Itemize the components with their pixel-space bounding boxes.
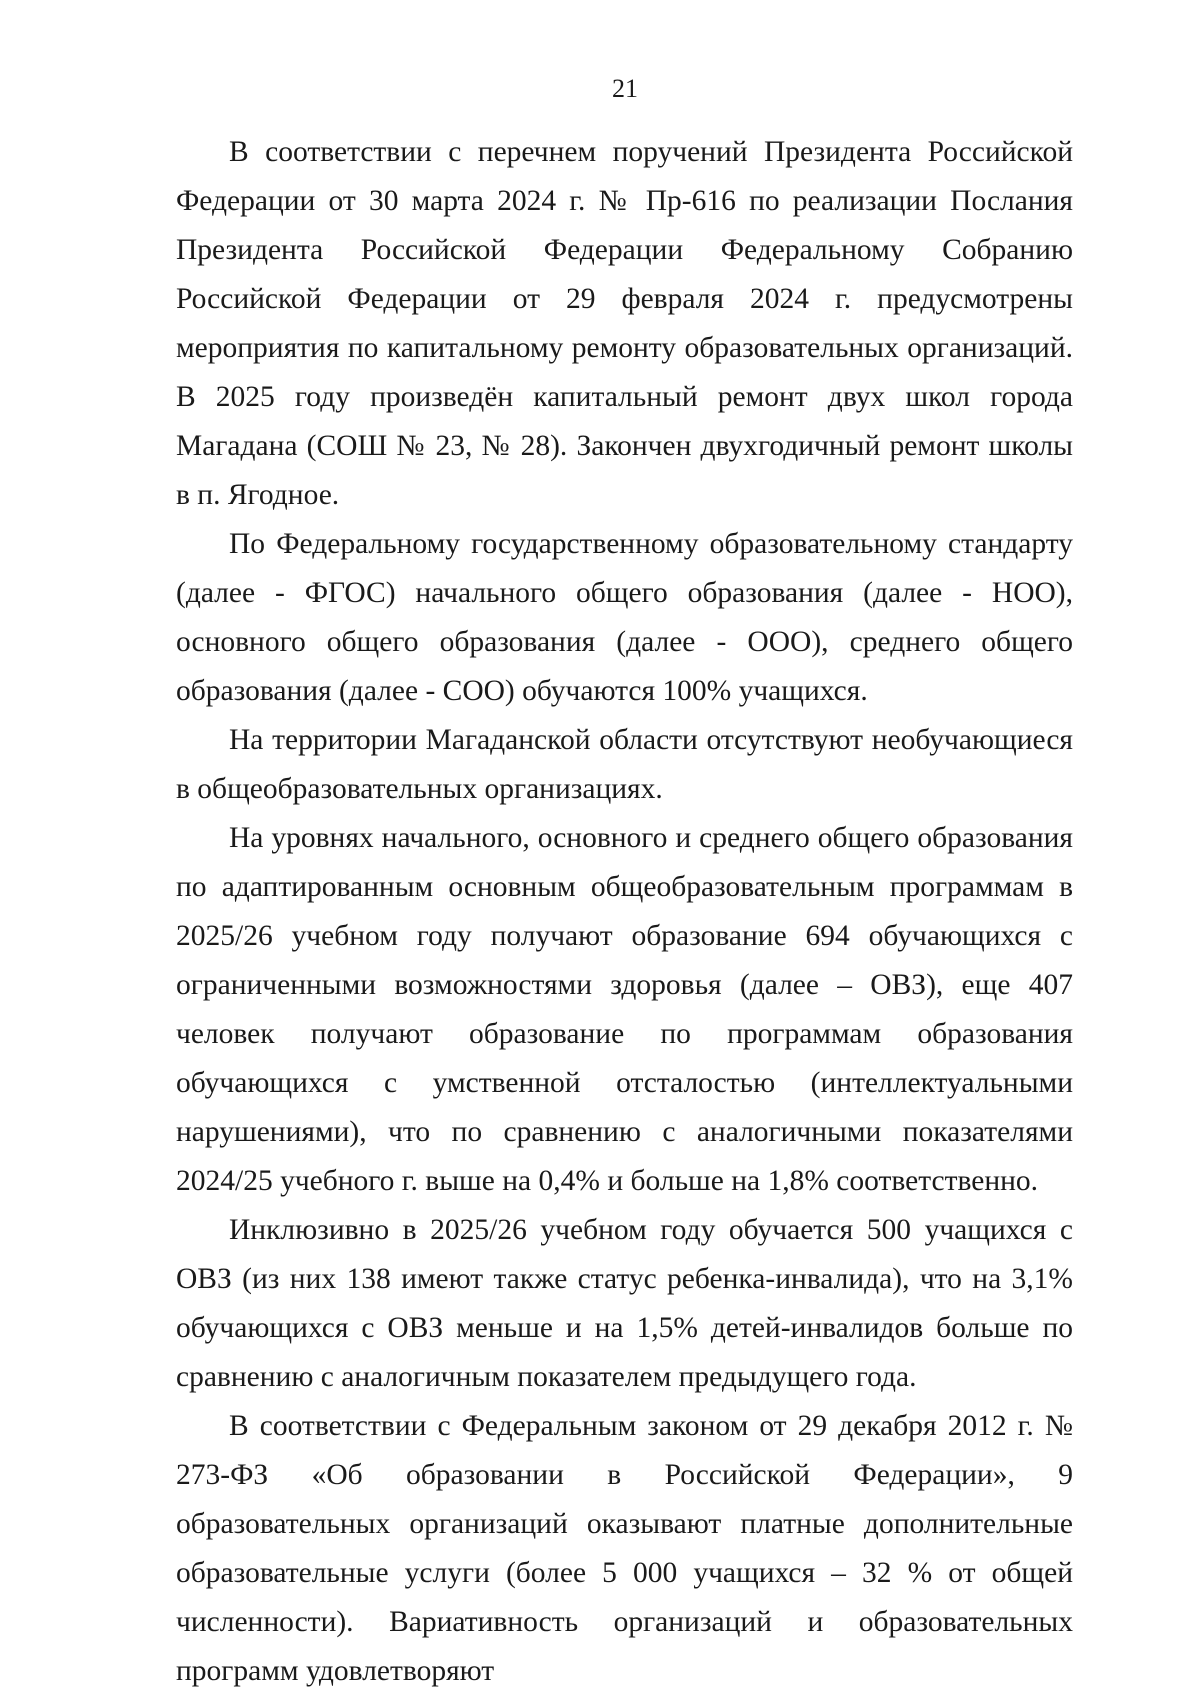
paragraph-capital-repair: В соответствии с перечнем поручений Президента Российской Федерации от 30 марта 2024 г. № Пр-616 по реализации Послания Президента Российской Федерации Федеральному Собранию Российской Федерации от 29 февраля 2024 г. предусмотрены мероприятия по капитальному ремонту образовательных организаций. В 2025 году произведён капитальный ремонт двух школ города Магадана (СОШ № 23, № 28). Закончен двухгодичный ремонт школы в п. Ягодное.	[176, 136, 1073, 511]
paragraph-adapted-programs: На уровнях начального, основного и среднего общего образования по адаптированным основным общеобразовательным программам в 2025/26 учебном году получают образование 694 обучающихся с ограниченными возможностями здоровья (далее – ОВЗ), еще 407 человек получают образование по программам образования обучающихся с умственной отсталостью (интеллектуальными нарушениями), что по сравнению с аналогичными показателями 2024/25 учебного г. выше на 0,4% и больше на 1,8% соответственно.	[176, 822, 1073, 1197]
paragraph-paid-services: В соответствии с Федеральным законом от 29 декабря 2012 г. № 273-ФЗ «Об образовании в Российской Федерации», 9 образовательных организаций оказывают платные дополнительные образовательные услуги (более 5 000 учащихся – 32 % от общей численности). Вариативность организаций и образовательных программ удовлетворяют	[176, 1410, 1073, 1687]
paragraph-inclusive: Инклюзивно в 2025/26 учебном году обучается 500 учащихся с ОВЗ (из них 138 имеют также статус ребенка-инвалида), что на 3,1% обучающихся с ОВЗ меньше и на 1,5% детей-инвалидов больше по сравнению с аналогичным показателем предыдущего года.	[176, 1214, 1073, 1393]
paragraph-fgos: По Федеральному государственному образовательному стандарту (далее - ФГОС) начального общего образования (далее - НОО), основного общего образования (далее - ООО), среднего общего образования (далее - СОО) обучаются 100% учащихся.	[176, 528, 1073, 707]
page-number: 21	[612, 74, 638, 103]
document-body	[176, 128, 1073, 1696]
paragraph-no-dropouts: На территории Магаданской области отсутствуют необучающиеся в общеобразовательных организациях.	[176, 724, 1073, 805]
